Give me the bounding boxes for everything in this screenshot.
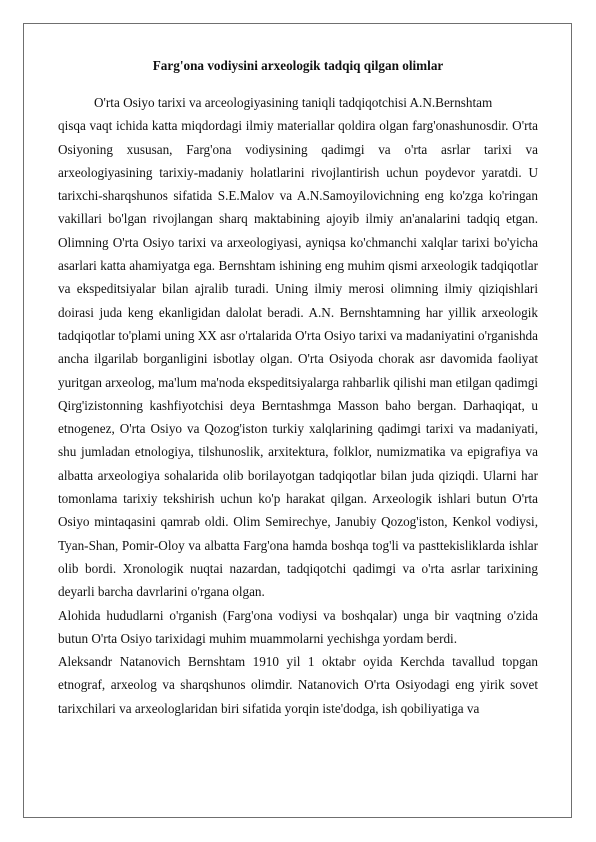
paragraph-2: qisqa vaqt ichida katta miqdordagi ilmiy materiallar qoldira olgan farg'onashunosdir. O'rta Osiyoning xususan, Farg'ona vodiysining qadimgi va o'rta asrlar tarixi va arxeologiyasining tarixiy-madaniy holatlarini rivojlantirish uchun poydevor yaratdi. U tarixchi-sharqshunos sifatida S.E.Malov va A.N.Samoyilovichning eng ko'zga ko'ringan vakillari bo'lgan rivojlangan sharq maktabining ajoyib ilmiy an'analarini tadqiq etgan. Olimning O'rta Osiyo tarixi va arxeologiyasi, ayniqsa ko'chmanchi xalqlar tarixi bo'yicha asarlari katta ahamiyatga ega. Bernshtam ishining eng muhim qismi arxeologik tadqiqotlar va ekspeditsiyalar bilan ajralib turadi. Uning ilmiy merosi olimning ilmiy qiziqishlari doirasi juda keng ekanligidan dalolat beradi. A.N. Bernshtamning har yillik arxeologik tadqiqotlar to'plami uning XX asr o'rtalarida O'rta Osiyo tarixi va madaniyatini o'rganishda ancha ilgarilab borganligini isbotlay olgan. O'rta Osiyoda chorak asr davomida faoliyat yuritgan arxeolog, ma'lum ma'noda ekspeditsiyalarga rahbarlik qilishi man etilgan qadimgi Qirg'izistonning kashfiyotchisi deya Berntashmga Masson baho bergan. Darhaqiqat, u etnogenez, O'rta Osiyo va Qozog'iston turkiy xalqlarining qadimgi tarixi va madaniyati, shu jumladan etnologiya, tilshunoslik, arxitektura, folklor, numizmatika va epigrafiya va albatta arxeologiya sohalarida olib borilayotgan tadqiqotlar bilan juda qiziqdi. Ularni har tomonlama tarixiy tekshirish uchun ko'p harakat qilgan. Arxeologik ishlari butun O'rta Osiyo mintaqasini qamrab oldi. Olim Semirechye, Janubiy Qozog'iston, Kenkol vodiysi, Tyan-Shan, Pomir-Oloy va albatta Farg'ona hamda boshqa tog'li va pasttekisliklarda ishlar olib bordi. Xronologik nuqtai nazardan, tadqiqotchi qadimgi va o'rta asrlar tarixining deyarli barcha davrlarini o'rgana olgan.	[58, 118, 538, 600]
paragraph-4: Aleksandr Natanovich Bernshtam 1910 yil 1 oktabr oyida Kerchda tavallud topgan etnograf, arxeolog va sharqshunos olimdir. Natanovich O'rta Osiyodagi eng yirik sovet tarixchilari va arxeologlaridan biri sifatida yorqin iste'dodga, ish qobiliyatiga va	[58, 654, 538, 716]
document-body	[58, 57, 538, 720]
paragraph-1: O'rta Osiyo tarixi va arceologiyasining taniqli tadqiqotchisi A.N.Bernshtam	[94, 95, 493, 110]
document-title: Farg'ona vodiysini arxeologik tadqiq qilgan olimlar	[152, 58, 444, 73]
paragraph-3: Alohida hududlarni o'rganish (Farg'ona vodiysi va boshqalar) unga bir vaqtning o'zida butun O'rta Osiyo tarixidagi muhim muammolarni yechishga yordam berdi.	[58, 607, 538, 646]
